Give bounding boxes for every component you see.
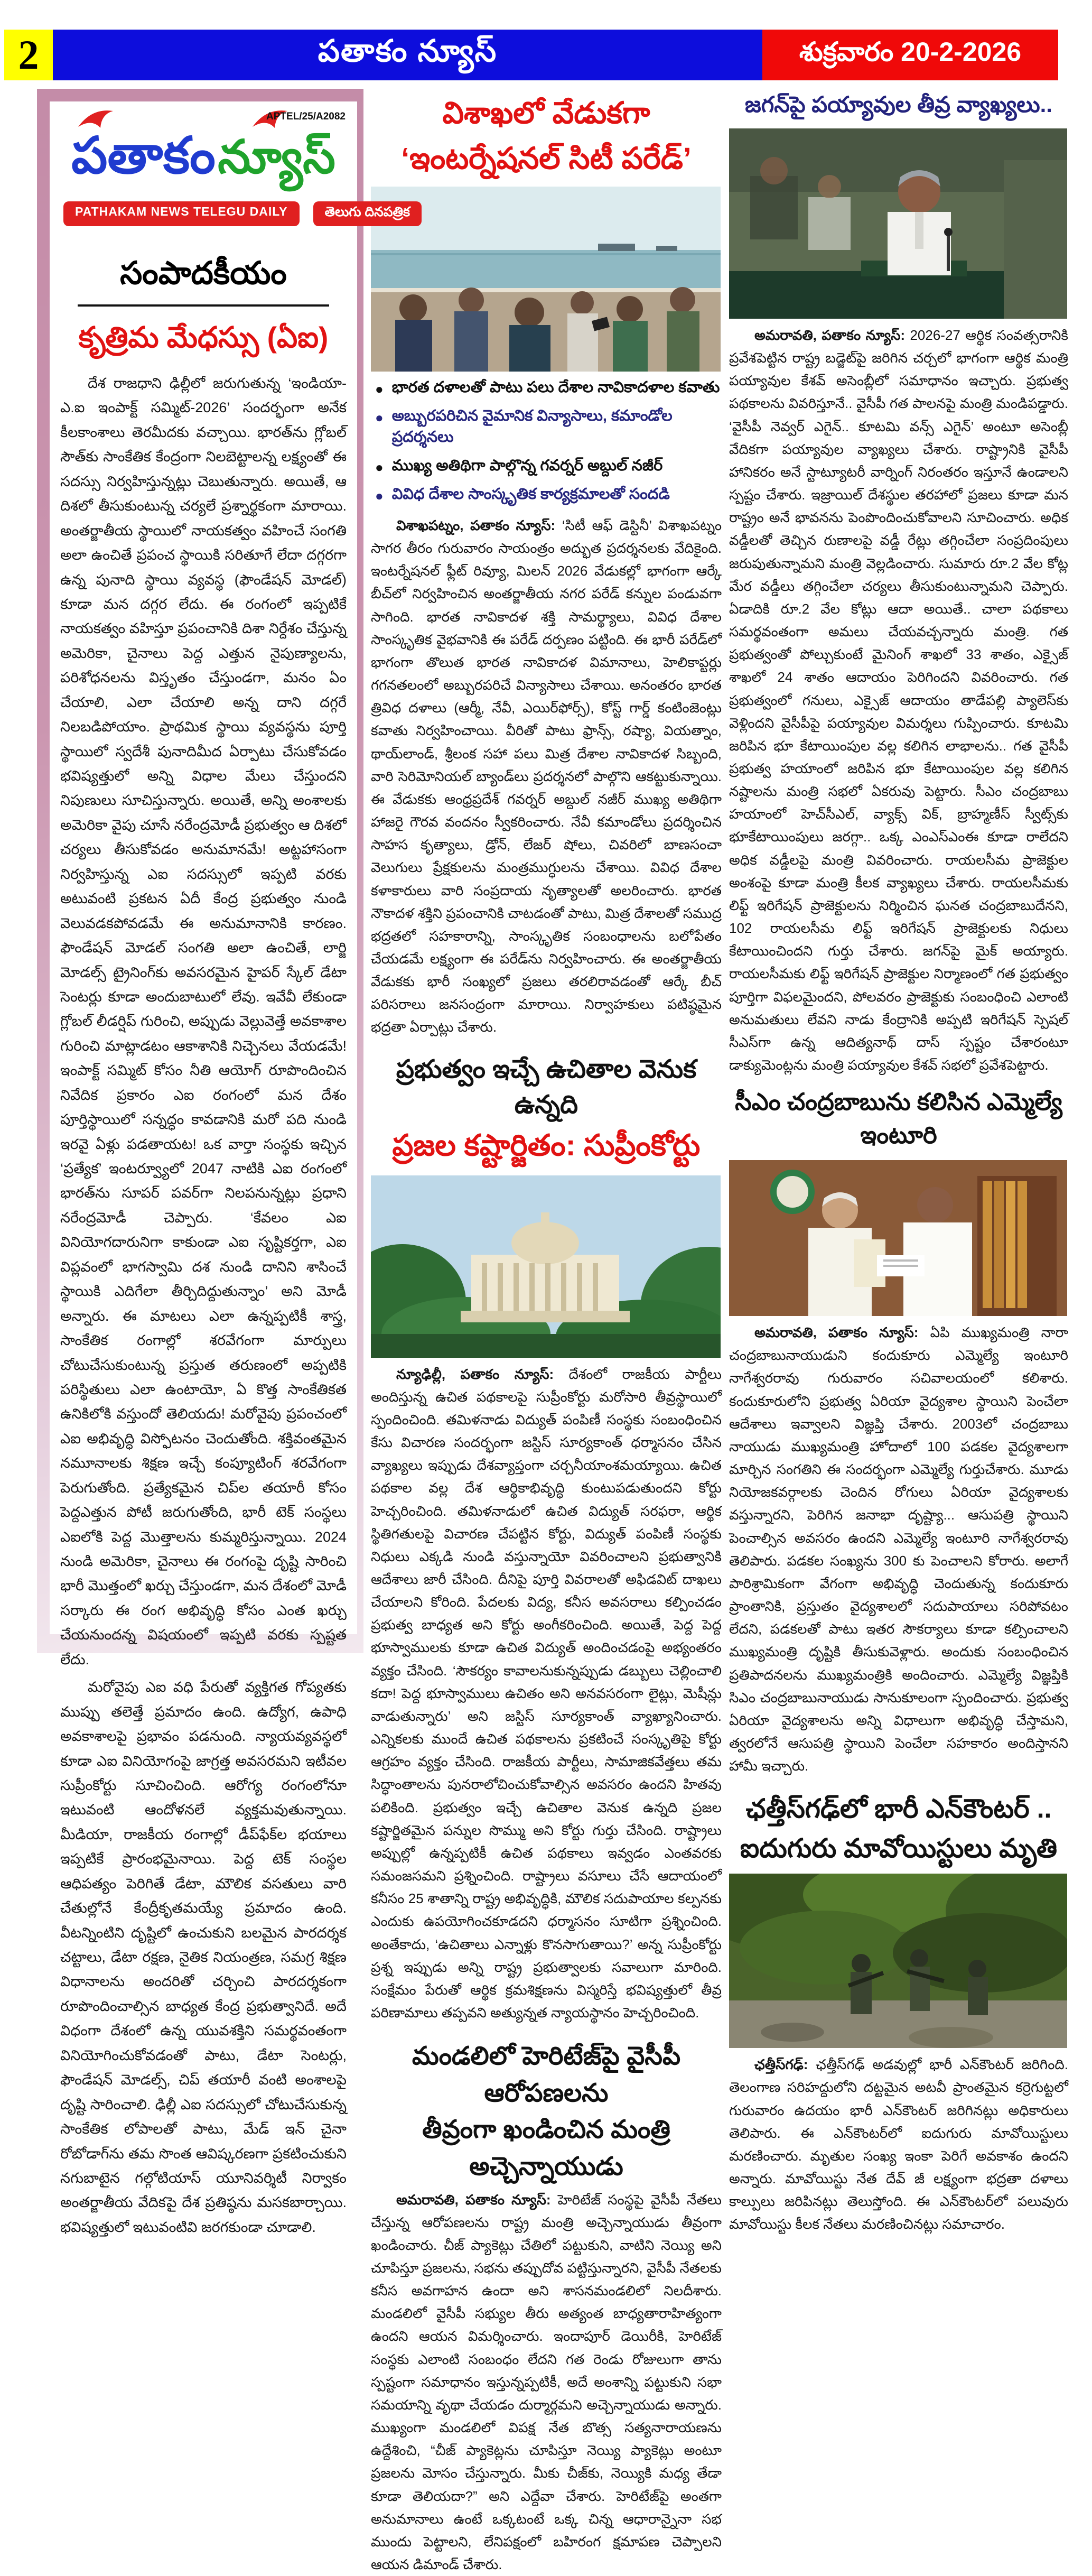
article-dateline: న్యూఢిల్లీ, పతాకం న్యూస్:: [396, 1366, 554, 1382]
article-dateline: అమరావతి, పతాకం న్యూస్:: [754, 1324, 918, 1340]
article-dateline: అమరావతి, పతాకం న్యూస్:: [396, 2192, 551, 2208]
bullet-icon: ●: [375, 457, 384, 478]
bullet-icon: ●: [375, 486, 384, 506]
date-label: శుక్రవారం 20-2-2026: [762, 30, 1058, 80]
bullet-item: ● ముఖ్య అతిథిగా పాల్గొన్న గవర్నర్ అబ్దుల్ నజీర్: [375, 457, 722, 478]
heritage-article-body: అమరావతి, పతాకం న్యూస్: హెరిటేజ్ సంస్థపై వైసీపీ నేతలు చేస్తున్న ఆరోపణలను రాష్ట్ర మంత్రి అచ్చెన్నాయుడు తీవ్రంగా ఖండించారు. చీజ్ ప్యాకెట్లు చేతిలో పట్టుకుని, వాటిని నెయ్యి అని చూపిస్తూ ప్రజలను, సభను తప్పుదోవ పట్టిస్తున్నారని, వైసీపీ నేతలకు కనీస అవగాహన ఉందా అని శాసనమండలిలో నిలదీశారు. మండలిలో వైసీపీ సభ్యుల తీరు అత్యంత బాధ్యతారాహిత్యంగా ఉందని ఆయన విమర్శించారు. ఇందాపూర్ డెయిరీకి, హెరిటేజ్ సంస్థకు ఎలాంటి సంబంధం లేదని గత రెండు రోజులుగా తాను స్పష్టంగా సమాధానం ఇస్తున్నప్పటికీ, అదే అంశాన్ని పట్టుకుని సభా సమయాన్ని వృథా చేయడం దుర్మార్గమని అచ్చెన్నాయుడు అన్నారు. ముఖ్యంగా మండలిలో విపక్ష నేత బొత్స సత్యనారాయణను ఉద్దేశించి, “చీజ్ ప్యాకెట్లను చూపిస్తూ నెయ్యి ప్యాకెట్లు అంటూ ప్రజలను మోసం చేస్తున్నారు. మీకు చీజ్‌కు, నెయ్యికి మధ్య తేడా కూడా తెలియదా?” అని ఎద్దేవా చేశారు. హెరిటేజ్‌పై అంతగా అనుమానాలు ఉంటే ఒక్కటంటే ఒక్క చిన్న ఆధారాన్నైనా సభ ముందు పెట్టాలని, లేనిపక్షంలో బహిరంగ క్షమాపణ చెప్పాలని ఆయన డిమాండ్ చేశారు.: [371, 2189, 722, 2576]
inturi-headline: సీఎం చంద్రబాబును కలిసిన ఎమ్మెల్యే ఇంటూరి: [729, 1088, 1068, 1155]
editorial-column: [37, 89, 363, 1653]
article-dateline: అమరావతి, పతాకం న్యూస్:: [754, 327, 905, 343]
page-number: 2: [4, 30, 53, 80]
encounter-headline: ఛత్తీస్‌గఢ్‌లో భారీ ఎన్‌కౌంటర్ .. ఐదుగురు మావోయిస్టులు మృతి: [729, 1789, 1068, 1868]
cm-meeting-photo: [729, 1160, 1067, 1316]
parade-headline: విశాఖలో వేడుకగా ‘ఇంటర్నేషనల్ సిటీ పరేడ్’: [371, 91, 722, 181]
section-divider: [78, 304, 330, 307]
editorial-paragraph: మరోవైపు ఎఐ వధి పేరుతో వ్యక్తిగత గోప్యతకు ముప్పు తలెత్తే ప్రమాదం ఉంది. ఉద్యోగ, ఉపాధి అవకాశాలపై ప్రభావం పడనుంది. న్యాయవ్యవస్థలో కూడా ఎఐ వినియోగంపై జాగ్రత్త అవసరమని ఇటీవల సుప్రీంకోర్టు సూచించింది. ఆరోగ్య రంగంలోనూ ఇటువంటి ఆందోళనలే వ్యక్తమవుతున్నాయి. మీడియా, రాజకీయ రంగాల్లో డీప్‌ఫేక్‌ల భయాలు ఇప్పటికే ప్రారంభమైనాయి. పెద్ద టెక్ సంస్థల ఆధిపత్యం పెరిగితే డేటా, మౌలిక వసతులు వారి చేతుల్లోనే కేంద్రీకృతమయ్యే ప్రమాదం ఉంది. వీటన్నింటిని దృష్టిలో ఉంచుకుని బలమైన పారదర్శక చట్టాలు, డేటా రక్షణ, నైతిక నియంత్రణ, సమగ్ర శిక్షణ విధానాలను అందరితో చర్చించి పారదర్శకంగా రూపొందించాల్సిన బాధ్యత కేంద్ర ప్రభుత్వానిదే. అదే విధంగా దేశంలో ఉన్న యువశక్తిని సమర్థవంతంగా వినియోగించుకోవడంతో పాటు, డేటా సెంటర్లు, ఫౌండేషన్ మోడల్స్, చిప్ తయారీ వంటి అంశాలపై దృష్టి సారించాలి. ఢిల్లీ ఎఐ సదస్సులో చోటుచేసుకున్న సాంకేతిక లోపాలతో పాటు, మేడ్ ఇన్ చైనా రోబోడాగ్‌ను తమ సొంత ఆవిష్కరణగా ప్రకటించుకుని నగుబాటైన గల్గోటియాస్ యూనివర్శిటీ నిర్వాకం అంతర్జాతీయ వేదికపై దేశ ప్రతిష్ఠను మసకబార్చాయి. భవిష్యత్తులో ఇటువంటివి జరగకుండా చూడాలి.: [60, 1675, 347, 2239]
editorial-paragraph: దేశ రాజధాని ఢిల్లీలో జరుగుతున్న ‘ఇండియా-ఎ.ఐ ఇంపాక్ట్ సమ్మిట్-2026’ సందర్భంగా అనేక కీలకాంశాలు తెరమీదకు వచ్చాయి. భారత్‌ను గ్లోబల్ సౌత్‌కు సాంకేతిక కేంద్రంగా నిలబెట్టాలన్న లక్ష్యంతో ఈ సదస్సు నిర్వహిస్తున్నట్లు చెబుతున్నారు. అయితే, ఆ దిశలో తీసుకుంటున్న చర్యలే ప్రశ్నార్థకంగా మారాయి. అంతర్జాతీయ స్థాయిలో నాయకత్వం వహించే సంగతి అలా ఉంచితే ప్రపంచ స్థాయికి సరితూగే లేదా దగ్గరగా ఉన్న పునాది స్థాయి వ్యవస్థ (ఫౌండేషన్ మోడల్) కూడా మన దగ్గర లేదు. ఈ రంగంలో ఇప్పటికే నాయకత్వం వహిస్తూ ప్రపంచానికి దిశా నిర్దేశం చేస్తున్న అమెరికా, చైనాలు పెద్ద ఎత్తున నైపుణ్యాలను, పరిశోధనలను విస్తృతం చేస్తుండగా, మనం ఏం చేయాలి, ఎలా చేయాలి అన్న దాని దగ్గరే నిలబడిపోయాం. ప్రాథమిక స్థాయి వ్యవస్థను పూర్తి స్థాయిలో స్వదేశీ పునాదిమీద ఏర్పాటు చేసుకోవడం భవిష్యత్తులో అన్ని విధాల మేలు చేస్తుందని నిపుణులు సూచిస్తున్నారు. అయితే, అన్ని అంశాలకు అమెరికా వైపు చూసే నరేంద్రమోడీ ప్రభుత్వం ఆ దిశలో చర్యలు తీసుకోవడం అనుమానమే! అట్టహాసంగా నిర్వహిస్తున్న ఎఐ సదస్సులో ఇప్పటి వరకు అటువంటి ప్రకటన ఏదీ కేంద్ర ప్రభుత్వం నుండి వెలువడకపోవడమే ఈ అనుమానానికి కారణం. ఫౌండేషన్ మోడల్ సంగతి అలా ఉంచితే, లార్జి మోడల్స్ ట్రైనింగ్‌కు అవసరమైన హైపర్ స్కేల్ డేటా సెంటర్లు కూడా అందుబాటులో లేవు. ఇవేవీ లేకుండా గ్లోబల్ లీడర్షిప్ గురించి, అప్పుడు వెల్లువెత్తే అవకాశాల గురించి మాట్లాడటం ఆకాశానికి నిచ్చెనలు వేయడమే! ఇంపాక్ట్ సమ్మిట్ కోసం నీతి ఆయోగ్ రూపొందించిన నివేదిక ప్రకారం ఎఐ రంగంలో మన దేశం పూర్తిస్థాయిలో సన్నద్ధం కావడానికి మరో పది నుండి ఇరవై ఏళ్లు పడతాయట! ఒక వార్తా సంస్థకు ఇచ్చిన ‘ప్రత్యేక’ ఇంటర్వ్యూలో 2047 నాటికి ఎఐ రంగంలో భారత్‌ను సూపర్ పవర్‌గా నిలపనున్నట్లు ప్రధాని నరేంద్రమోడీ చెప్పారు. ‘కేవలం ఎఐ వినియోగదారునిగా కాకుండా ఎఐ సృష్టికర్తగా, ఎఐ విప్లవంలో భాగస్వామి దశ నుండి దానిని శాసించే స్థాయికి ఎదిగేలా తీర్చిదిద్దుతున్నాం’ అని మోడీ అన్నారు. ఈ మాటలు ఎలా ఉన్నప్పటికీ శాస్త్ర, సాంకేతిక రంగాల్లో శరవేగంగా మార్పులు చోటుచేసుకుంటున్న ప్రస్తుత తరుణంలో అప్పటికి పరిస్థితులు ఎలా ఉంటాయో, ఏ కొత్త సాంకేతికత ఉనికిలోకి వస్తుందో తెలియదు! మరోవైపు ప్రపంచంలో ఎఐ అభివృద్ధి విస్ఫోటనం చెందుతోంది. శక్తివంతమైన నమూనాలకు శిక్షణ ఇచ్చే కంప్యూటింగ్ శరవేగంగా పెరుగుతోంది. ప్రత్యేకమైన చిప్‌ల తయారీ కోసం పెద్దఎత్తున పోటీ జరుగుతోంది, భారీ టెక్ సంస్థలు ఎఐలోకి పెద్ద మొత్తాలను కుమ్మరిస్తున్నాయి. 2024 నుండి అమెరికా, చైనాలు ఈ రంగంపై దృష్టి సారించి భారీ మొత్తంలో ఖర్చు చేస్తుండగా, మన దేశంలో మోడీ సర్కారు ఈ రంగ అభివృద్ధి కోసం ఎంత ఖర్చు చేయనుందన్న విషయంలో ఇప్పటి వరకు స్పష్టత లేదు.: [60, 371, 347, 1672]
editorial-body: [60, 371, 347, 2239]
editorial-headline: కృత్రిమ మేధస్సు (ఏఐ): [60, 320, 347, 362]
court-headline: ప్రజల కష్టార్జితం: సుప్రీంకోర్టు: [371, 1128, 722, 1170]
heritage-headline: మండలిలో హెరిటేజ్‌పై వైసీపీ ఆరోపణలను తీవ్రంగా ఖండించిన మంత్రి అచ్చెన్నాయుడు: [371, 2038, 722, 2185]
bullet-icon: ●: [375, 407, 384, 428]
article-dateline: విశాఖపట్నం, పతాకం న్యూస్:: [396, 517, 555, 533]
parade-bullet-list: [371, 379, 722, 507]
logo-registration: APTEL/25/A2082: [266, 111, 346, 123]
editorial-section-title: సంపాదకీయం: [60, 255, 347, 299]
encounter-article-body: ఛత్తీస్‌గఢ్: ఛత్తీస్‌గఢ్ అడవుల్లో భారీ ఎన్‌కౌంటర్ జరిగింది. తెలంగాణ సరిహద్దులోని దట్టమైన అటవీ ప్రాంతమైన కర్రెగుట్టలో గురువారం ఉదయం భారీ ఎన్‌కౌంటర్ జరిగినట్లు అధికారులు తెలిపారు. ఈ ఎన్‌కౌంటర్‌లో ఐదుగురు మావోయిస్టులు మరణించారు. మృతుల సంఖ్య ఇంకా పెరిగే అవకాశం ఉందని అన్నారు. మావోయిస్టు నేత దేవ్ జీ లక్ష్యంగా భద్రతా దళాలు కాల్పులు జరిపినట్లు తెలుస్తోంది. ఈ ఎన్‌కౌంటర్‌లో పలువురు మావోయిస్టు కీలక నేతలు మరణించినట్లు సమాచారం.: [729, 2053, 1068, 2236]
right-column: [729, 89, 1068, 2576]
bullet-icon: ●: [375, 379, 384, 400]
logo-banner-telugu: తెలుగు దినపత్రిక: [313, 201, 422, 226]
newspaper-logo: [60, 109, 347, 241]
assembly-speech-photo: [729, 128, 1067, 319]
masthead-title: పతాకం న్యూస్: [53, 30, 762, 80]
middle-column: [371, 89, 722, 2576]
parade-article-body: విశాఖపట్నం, పతాకం న్యూస్: ‘సిటీ ఆఫ్ డెస్టినీ’ విశాఖపట్నం సాగర తీరం గురువారం సాయంత్రం అద్భుత ప్రదర్శనలకు వేదికైంది. ఇంటర్నేషనల్ ఫ్లీట్ రివ్యూ, మిలన్ 2026 వేడుకల్లో భాగంగా ఆర్కే బీచ్‌లో నిర్వహించిన అంతర్జాతీయ నగర పరేడ్ కన్నుల పండువగా సాగింది. భారత నావికాదళ శక్తి సామర్థ్యాలు, వివిధ దేశాల సాంస్కృతిక వైభవానికి ఈ పరేడ్ దర్పణం పట్టింది. ఈ భారీ పరేడ్‌లో భాగంగా తొలుత భారత నావికాదళ విమానాలు, హెలికాప్టర్లు గగనతలంలో అబ్బురపరిచే విన్యాసాలు చేశాయి. అనంతరం భారత త్రివిధ దళాలు (ఆర్మీ, నేవీ, ఎయిర్‌ఫోర్స్), కోస్ట్ గార్డ్ కంటింజెంట్లు కవాతు నిర్వహించాయి. వీరితో పాటు ఫ్రాన్స్, రష్యా, వియత్నాం, థాయ్‌లాండ్, శ్రీలంక సహా పలు మిత్ర దేశాల నావికాదళ సిబ్బంది, వారి సెరిమోనియల్ బ్యాండ్‌లు ప్రదర్శనలో పాల్గొని ఆకట్టుకున్నాయి. ఈ వేడుకకు ఆంధ్రప్రదేశ్ గవర్నర్ అబ్దుల్ నజీర్ ముఖ్య అతిథిగా హాజరై గౌరవ వందనం స్వీకరించారు. నేవీ కమాండోలు ప్రదర్శించిన సాహస కృత్యాలు, డ్రోన్, లేజర్ షోలు, చివరిలో బాణసంచా వెలుగులు ప్రేక్షకులను మంత్రముగ్ధులను చేశాయి. వివిధ దేశాల కళాకారులు వారి సంప్రదాయ నృత్యాలతో అలరించారు. భారత నౌకాదళ శక్తిని ప్రపంచానికి చాటడంతో పాటు, మిత్ర దేశాలతో సముద్ర భద్రతలో సహకారాన్ని, సాంస్కృతిక సంబంధాలను బలోపేతం చేయడమే లక్ష్యంగా ఈ పరేడ్‌ను నిర్వహించారు. ఈ అంతర్జాతీయ వేడుకకు భారీ సంఖ్యలో ప్రజలు తరలిరావడంతో ఆర్కే బీచ్ పరిసరాలు జనసంద్రంగా మారాయి. నిర్వాహకులు పటిష్ఠమైన భద్రతా ఏర్పాట్లు చేశారు.: [371, 514, 722, 1039]
logo-banner-english: PATHAKAM NEWS TELEGU DAILY: [63, 201, 300, 226]
bullet-item: ● భారత దళాలతో పాటు పలు దేశాల నావికాదళాల కవాతు: [375, 379, 722, 400]
logo-title-news: న్యూస్: [218, 131, 335, 183]
payyavula-headline: జగన్‌పై పయ్యావుల తీవ్ర వ్యాఖ్యలు..: [729, 92, 1068, 123]
payyavula-article-body: అమరావతి, పతాకం న్యూస్: 2026-27 ఆర్థిక సంవత్సరానికి ప్రవేశపెట్టిన రాష్ట్ర బడ్జెట్‌పై జరిగిన చర్చలో భాగంగా ఆర్థిక మంత్రి పయ్యావుల కేశవ్ అసెంబ్లీలో సమాధానం ఇచ్చారు. ప్రభుత్వ పథకాలను వివరిస్తూనే.. వైసీపీ గత పాలనపై మంత్రి మండిపడ్డారు. ‘వైసీపీ నెవ్వర్ ఎగైన్.. కూటమి వన్స్ ఎగైన్’ అంటూ అసెంబ్లీ వేదికగా పయ్యావుల వ్యాఖ్యలు చేశారు. రాష్ట్రానికి వైసీపీ హానికరం అనే స్టాట్యూటరీ వార్నింగ్ నిరంతరం ఇస్తూనే ఉండాలని స్పష్టం చేశారు. ఇజ్రాయిల్ దేశస్థుల తరహాలో ప్రజలు కూడా మన రాష్ట్రం అనే భావనను పెంపొందించుకోవాలని సూచించారు. అధిక వడ్డీలతో తెచ్చిన రుణాలపై వడ్డీ రేట్లు తగ్గించేలా సంప్రదింపులు జరుపుతున్నామని మంత్రి వెల్లడించారు. సుమారు రూ.2 వేల కోట్ల మేర వడ్డీలు తగ్గించేలా చర్యలు తీసుకుంటున్నామని చెప్పారు. ఏడాదికి రూ.2 వేల కోట్లు ఆదా అయితే.. చాలా పథకాలు సమర్థవంతంగా అమలు చేయవచ్చన్నారు మంత్రి. గత ప్రభుత్వంతో పోల్చుకుంటే మైనింగ్ శాఖలో 33 శాతం, ఎక్సైజ్ శాఖలో 24 శాతం ఆదాయం పెరిగిందని వివరించారు. గత ప్రభుత్వంలో గనులు, ఎక్సైజ్ ఆదాయం తాడేపల్లి ప్యాలెస్‌కు వెళ్లిందని వైసీపీపై పయ్యావుల విమర్శలు గుప్పించారు. కూటమి జరిపిన భూ కేటాయింపుల వల్ల కలిగిన లాభాలను.. గత వైసీపీ ప్రభుత్వ హయాంలో జరిపిన భూ కేటాయింపుల వల్ల కలిగిన నష్టాలను మంత్రి సభలో ఏకరువు పెట్టారు. సీఎం చంద్రబాబు హయాంలో హెచ్‌సీఎల్, వ్యాక్స్ విక్, బ్రాహ్మణీస్ స్వీట్స్‌కు భూకేటాయింపులు జరగ్గా.. ఒక్క ఎంఎస్‌ఎంఈ కూడా రాలేదని అధిక వడ్డీలపై మంత్రి వివరించారు. రాయలసీమ ప్రాజెక్టుల అంశంపై కూడా మంత్రి కీలక వ్యాఖ్యలు చేశారు. రాయలసీమకు లిఫ్ట్ ఇరిగేషన్ ప్రాజెక్టులను నిర్మించిన ఘనత చంద్రబాబుదేనని, 102 రాయలసీమ లిఫ్ట్ ఇరిగేషన్ ప్రాజెక్టులకు నిధులు కేటాయించిందని గుర్తు చేశారు. జగన్‌పై మైక్ అయ్యారు. రాయలసీమకు లిఫ్ట్ ఇరిగేషన్ ప్రాజెక్టుల నిర్మాణంలో గత ప్రభుత్వం పూర్తిగా విఫలమైందని, పోలవరం ప్రాజెక్టుకు సంబంధించి ఎలాంటి అనుమతులు లేవని నాడు కేంద్రానికి అప్పటి ఇరిగేషన్ స్పెషల్ సీఎస్‌గా ఉన్న ఆదిత్యనాథ్ దాస్ స్పష్టం చేశారంటూ డాక్యుమెంట్లను మంత్రి పయ్యావుల కేశవ్ సభలో ప్రవేశపెట్టారు.: [729, 324, 1068, 1077]
logo-title-telugu: పతాకం: [71, 127, 216, 184]
inturi-article-body: అమరావతి, పతాకం న్యూస్: ఏపి ముఖ్యమంత్రి నారా చంద్రబాబునాయుడుని కందుకూరు ఎమ్మెల్యే ఇంటూరి నాగేశ్వరరావు గురువారం సచివాలయంలో కలిశారు. కందుకూరులోని ప్రభుత్వ ఏరియా వైద్యశాల స్థాయిని పెంచేలా ఆదేశాలు ఇవ్వాలని విజ్ఞప్తి చేశారు. 2003లో చంద్రబాబు నాయుడు ముఖ్యమంత్రి హోదాలో 100 పడకల వైద్యశాలగా మార్చిన సంగతిని ఈ సందర్భంగా ఎమ్మెల్యే గుర్తుచేశారు. మూడు నియోజకవర్గాలకు చెందిన రోగులు ఏరియా వైద్యశాలకు వస్తున్నారని, పెరిగిన జనాభా దృష్ట్యా... ఆసుపత్రి స్థాయిని పెంచాల్సిన అవసరం ఉందని ఎమ్మెల్యే ఇంటూరి నాగేశ్వరరావు తెలిపారు. పడకల సంఖ్యను 300 కు పెంచాలని కోరారు. అలాగే పారిశ్రామికంగా వేగంగా అభివృద్ధి చెందుతున్న కందుకూరు ప్రాంతానికి, ప్రస్తుతం వైద్యశాలలో సదుపాయాలు సరిపోవటం లేదని, పడకలతో పాటు ఇతర సౌకర్యాలు కూడా కల్పించాలని ముఖ్యమంత్రి దృష్టికి తీసుకువెళ్లారు. అందుకు సంబంధించిన ప్రతిపాదనలను ముఖ్యమంత్రికి అందించారు. ఎమ్మెల్యే విజ్ఞప్తికి సిఎం చంద్రబాబునాయుడు సానుకూలంగా స్పందించారు. ప్రభుత్వ ఏరియా వైద్యశాలను అన్ని విధాలుగా అభివృద్ధి చేస్తామని, త్వరలోనే ఆసుపత్రి స్థాయిని పెంచేలా సహకారం అందిస్తానని హామీ ఇచ్చారు.: [729, 1321, 1068, 1777]
bullet-item: ● వివిధ దేశాల సాంస్కృతిక కార్యక్రమాలతో సందడి: [375, 486, 722, 507]
article-dateline: ఛత్తీస్‌గఢ్:: [754, 2056, 808, 2072]
bullet-item: ● అబ్బురపరిచిన వైమానిక విన్యాసాలు, కమాండోల ప్రదర్శనలు: [375, 407, 722, 450]
court-article-body: న్యూఢిల్లీ, పతాకం న్యూస్: దేశంలో రాజకీయ పార్టీలు అందిస్తున్న ఉచిత పథకాలపై సుప్రీంకోర్టు మరోసారి తీవ్రస్థాయిలో స్పందించింది. తమిళనాడు విద్యుత్ పంపిణీ సంస్థకు సంబంధించిన కేసు విచారణ సందర్భంగా జస్టిస్ సూర్యకాంత్ ధర్మాసనం చేసిన వ్యాఖ్యలు ఇప్పుడు దేశవ్యాప్తంగా చర్చనీయాంశమయ్యాయి. ఉచిత పథకాల వల్ల దేశ ఆర్థికాభివృద్ధి కుంటుపడుతుందని కోర్టు హెచ్చరించింది. తమిళనాడులో ఉచిత విద్యుత్ సరఫరా, ఆర్థిక స్థితిగతులపై విచారణ చేపట్టిన కోర్టు, విద్యుత్ పంపిణీ సంస్థకు నిధులు ఎక్కడి నుండి వస్తున్నాయో వివరించాలని ప్రభుత్వానికి ఆదేశాలు జారీ చేసింది. దీనిపై పూర్తి వివరాలతో అఫిడవిట్ దాఖలు చేయాలని కోరింది. పేదలకు విద్య, కనీస అవసరాలు కల్పించడం ప్రభుత్వ బాధ్యత అని కోర్టు అంగీకరించింది. అయితే, పెద్ద పెద్ద భూస్వాములకు కూడా ఉచిత విద్యుత్ అందించడంపై అభ్యంతరం వ్యక్తం చేసింది. ‘సౌకర్యం కావాలనుకున్నప్పుడు డబ్బులు చెల్లించాలి కదా! పెద్ద భూస్వాములు ఉచితం అని అనవసరంగా లైట్లు, మెషీన్లు వాడుతున్నారు’ అని జస్టిస్ సూర్యకాంత్ వ్యాఖ్యానించారు. ఎన్నికలకు ముందే ఉచిత పథకాలను ప్రకటించే సంస్కృతిపై కోర్టు ఆగ్రహం వ్యక్తం చేసింది. రాజకీయ పార్టీలు, సామాజికవేత్తలు తమ సిద్ధాంతాలను పునరాలోచించుకోవాల్సిన అవసరం ఉందని హితవు పలికింది. ప్రభుత్వం ఇచ్చే ఉచితాల వెనుక ఉన్నది ప్రజల కష్టార్జితమైన పన్నుల సొమ్ము అని కోర్టు గుర్తు చేసింది. రాష్ట్రాలు అప్పుల్లో ఉన్నప్పటికీ ఉచిత పథకాలు ఇవ్వడం ఎంతవరకు సమంజసమని ప్రశ్నించింది. రాష్ట్రాలు వసూలు చేసే ఆదాయంలో కనీసం 25 శాతాన్ని రాష్ట్ర అభివృద్ధికి, మౌలిక సదుపాయాల కల్పనకు ఎందుకు ఉపయోగించకూడదని ధర్మాసనం సూటిగా ప్రశ్నించింది. అంతేకాదు, ‘ఉచితాలు ఎన్నాళ్లు కొనసాగుతాయి?’ అన్న సుప్రీంకోర్టు ప్రశ్న ఇప్పుడు అన్ని రాష్ట్ర ప్రభుత్వాలకు సవాలుగా మారింది. సంక్షేమం పేరుతో ఆర్థిక క్రమశిక్షణను విస్మరిస్తే భవిష్యత్తులో తీవ్ర పరిణామాలు తప్పవని అత్యున్నత న్యాయస్థానం హెచ్చరించింది.: [371, 1363, 722, 2025]
page-columns: [37, 89, 1068, 2576]
supreme-court-photo: [371, 1175, 721, 1358]
page-header: [4, 30, 1058, 80]
court-headline-kicker: ప్రభుత్వం ఇచ్చే ఉచితాల వెనుక ఉన్నది: [371, 1055, 722, 1126]
jungle-encounter-photo: [729, 1874, 1067, 2048]
parade-beach-photo: [371, 187, 721, 372]
